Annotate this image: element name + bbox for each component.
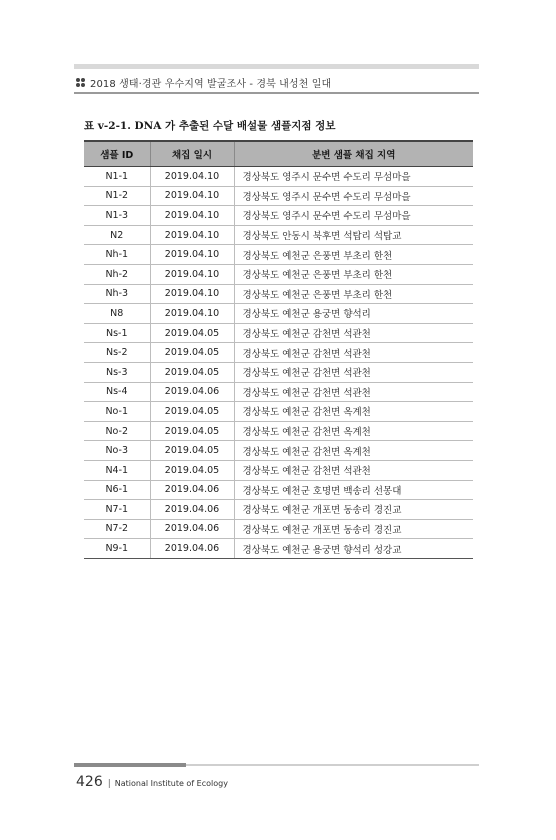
- collection-site-cell: 경상북도 예천군 개포면 동송리 경진교: [234, 500, 473, 520]
- collection-date-cell: 2019.04.05: [150, 460, 234, 480]
- collection-date-cell: 2019.04.10: [150, 245, 234, 265]
- sample-id-cell: N7-2: [84, 519, 150, 539]
- table-row: [84, 382, 473, 402]
- table-row: [84, 362, 473, 382]
- table-body: [84, 167, 473, 559]
- table-row: [84, 460, 473, 480]
- sample-id-cell: N1-2: [84, 186, 150, 206]
- page-footer: [76, 774, 228, 790]
- running-header: [76, 74, 331, 90]
- table-row: [84, 264, 473, 284]
- table-row: [84, 480, 473, 500]
- collection-date-cell: 2019.04.06: [150, 539, 234, 559]
- collection-date-cell: 2019.04.06: [150, 519, 234, 539]
- collection-site-cell: 경상북도 예천군 감천면 석관천: [234, 382, 473, 402]
- header-text: 2018 생태·경관 우수지역 발굴조사 - 경북 내성천 일대: [90, 78, 332, 90]
- table-header-row: [84, 141, 473, 167]
- collection-site-cell: 경상북도 안동시 북후면 석탑리 석탑교: [234, 225, 473, 245]
- sample-id-cell: N1-3: [84, 206, 150, 226]
- header-rule: [74, 92, 479, 94]
- collection-date-cell: 2019.04.05: [150, 402, 234, 422]
- collection-date-cell: 2019.04.05: [150, 362, 234, 382]
- collection-site-cell: 경상북도 예천군 감천면 석관천: [234, 362, 473, 382]
- sample-id-cell: Ns-1: [84, 323, 150, 343]
- collection-date-cell: 2019.04.06: [150, 480, 234, 500]
- collection-date-cell: 2019.04.05: [150, 343, 234, 363]
- footer-separator: |: [107, 779, 111, 789]
- collection-site-cell: 경상북도 예천군 호명면 백송리 선몽대: [234, 480, 473, 500]
- collection-site-cell: 경상북도 영주시 문수면 수도리 무섬마을: [234, 186, 473, 206]
- sample-id-cell: N1-1: [84, 167, 150, 187]
- collection-site-cell: 경상북도 영주시 문수면 수도리 무섬마을: [234, 206, 473, 226]
- table-caption: 표 v-2-1. DNA 가 추출된 수달 배설물 샘플지점 정보: [84, 120, 336, 132]
- table-row: [84, 186, 473, 206]
- collection-date-cell: 2019.04.06: [150, 500, 234, 520]
- table-row: [84, 441, 473, 461]
- sample-id-cell: N2: [84, 225, 150, 245]
- sample-id-cell: Ns-2: [84, 343, 150, 363]
- table-row: [84, 539, 473, 559]
- bullet-icon: [76, 78, 85, 87]
- sample-id-cell: Nh-1: [84, 245, 150, 265]
- collection-site-cell: 경상북도 예천군 은풍면 부초리 한천: [234, 245, 473, 265]
- collection-date-cell: 2019.04.10: [150, 225, 234, 245]
- collection-site-cell: 경상북도 예천군 감천면 옥계천: [234, 402, 473, 422]
- collection-site-cell: 경상북도 예천군 감천면 옥계천: [234, 441, 473, 461]
- collection-date-cell: 2019.04.05: [150, 323, 234, 343]
- sample-id-cell: N4-1: [84, 460, 150, 480]
- collection-date-cell: 2019.04.10: [150, 304, 234, 324]
- sample-id-cell: Nh-3: [84, 284, 150, 304]
- collection-site-cell: 경상북도 예천군 용궁면 향석리: [234, 304, 473, 324]
- collection-date-cell: 2019.04.10: [150, 186, 234, 206]
- sample-id-cell: Ns-4: [84, 382, 150, 402]
- collection-date-cell: 2019.04.10: [150, 206, 234, 226]
- collection-site-cell: 경상북도 예천군 감천면 석관천: [234, 343, 473, 363]
- sample-id-cell: No-2: [84, 421, 150, 441]
- collection-date-cell: 2019.04.10: [150, 284, 234, 304]
- collection-site-cell: 경상북도 예천군 용궁면 향석리 성강교: [234, 539, 473, 559]
- sample-id-cell: N8: [84, 304, 150, 324]
- sample-table: [84, 140, 473, 559]
- table-row: [84, 225, 473, 245]
- table-row: [84, 245, 473, 265]
- table-row: [84, 284, 473, 304]
- page-number: 426: [76, 774, 103, 790]
- table-row: [84, 500, 473, 520]
- column-header-sample-id: 샘플 ID: [84, 141, 150, 167]
- collection-date-cell: 2019.04.10: [150, 264, 234, 284]
- table-row: [84, 323, 473, 343]
- collection-site-cell: 경상북도 예천군 은풍면 부초리 한천: [234, 284, 473, 304]
- table-row: [84, 304, 473, 324]
- collection-date-cell: 2019.04.05: [150, 441, 234, 461]
- footer-rule-accent: [74, 763, 186, 767]
- sample-id-cell: N6-1: [84, 480, 150, 500]
- sample-id-cell: Nh-2: [84, 264, 150, 284]
- sample-id-cell: N9-1: [84, 539, 150, 559]
- collection-site-cell: 경상북도 영주시 문수면 수도리 무섬마을: [234, 167, 473, 187]
- top-rule: [74, 64, 479, 69]
- sample-id-cell: No-3: [84, 441, 150, 461]
- collection-date-cell: 2019.04.05: [150, 421, 234, 441]
- table-row: [84, 206, 473, 226]
- sample-id-cell: Ns-3: [84, 362, 150, 382]
- table-row: [84, 402, 473, 422]
- collection-date-cell: 2019.04.10: [150, 167, 234, 187]
- collection-site-cell: 경상북도 예천군 감천면 석관천: [234, 460, 473, 480]
- institute-name: National Institute of Ecology: [114, 779, 228, 788]
- collection-site-cell: 경상북도 예천군 개포면 동송리 경진교: [234, 519, 473, 539]
- column-header-collection-date: 채집 일시: [150, 141, 234, 167]
- table-row: [84, 421, 473, 441]
- table-row: [84, 343, 473, 363]
- collection-site-cell: 경상북도 예천군 은풍면 부초리 한천: [234, 264, 473, 284]
- collection-date-cell: 2019.04.06: [150, 382, 234, 402]
- table-row: [84, 519, 473, 539]
- sample-id-cell: No-1: [84, 402, 150, 422]
- footer-rule: [186, 764, 479, 766]
- sample-id-cell: N7-1: [84, 500, 150, 520]
- collection-site-cell: 경상북도 예천군 감천면 옥계천: [234, 421, 473, 441]
- column-header-collection-site: 분변 샘플 채집 지역: [234, 141, 473, 167]
- collection-site-cell: 경상북도 예천군 감천면 석관천: [234, 323, 473, 343]
- table-row: [84, 167, 473, 187]
